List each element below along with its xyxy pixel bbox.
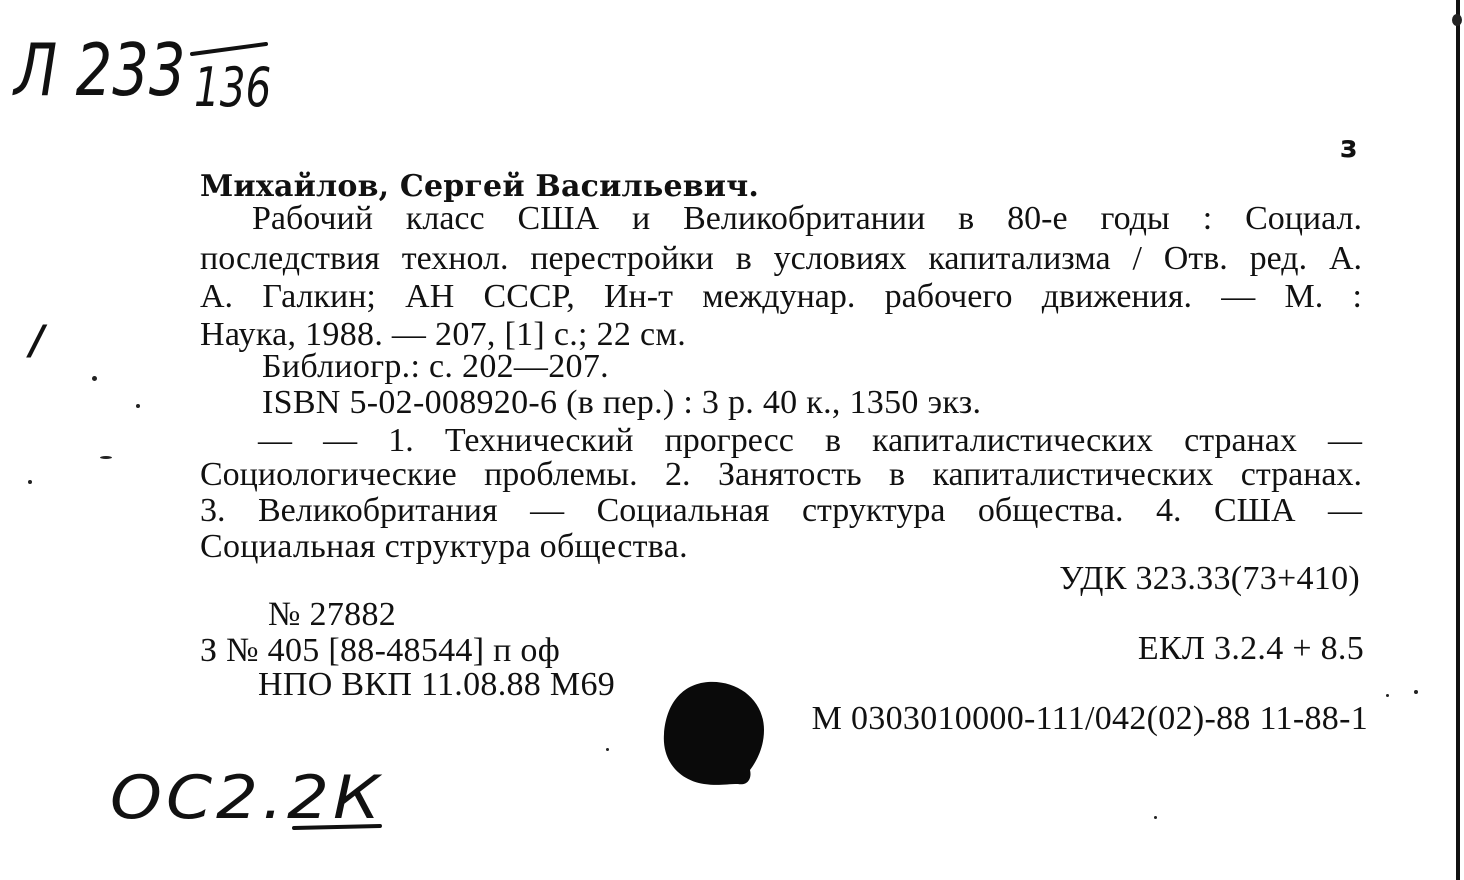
- body-line-2: [200, 240, 1362, 278]
- ink-speck: [92, 376, 97, 381]
- shelfmark-prefix: Л 233: [14, 28, 186, 112]
- card-number: № 27882: [268, 596, 397, 633]
- margin-mark: /: [30, 318, 45, 364]
- ink-speck: [100, 456, 112, 459]
- note-underline: [290, 816, 390, 836]
- ink-speck: [1414, 690, 1418, 694]
- body-text: последствия технол. перестройки в условиях капитализма / Отв. ред. А.: [200, 240, 1362, 277]
- body-text: Рабочий класс США и Великобритании в 80-е годы : Социал.: [252, 200, 1362, 237]
- corner-mark: з: [1340, 130, 1358, 165]
- body-line-1: [252, 200, 1362, 238]
- handwritten-note: ОС2.2К: [110, 762, 384, 833]
- subject-text: Социологические проблемы. 2. Занятость в капиталистических странах.: [200, 456, 1362, 493]
- ink-blot: [660, 678, 770, 790]
- handwritten-shelfmark: [14, 30, 186, 110]
- ink-speck: [136, 404, 140, 408]
- body-line-4: Наука, 1988. — 207, [1] с.; 22 см.: [200, 316, 687, 353]
- subject-line-2: [200, 456, 1362, 494]
- ink-speck: [1386, 694, 1389, 697]
- bibliography-note: Библиогр.: с. 202—207.: [262, 348, 609, 385]
- catalog-code: М 0303010000-111/042(02)-88 11-88-1: [811, 700, 1368, 737]
- subject-line-4: Социальная структура общества.: [200, 528, 688, 565]
- body-text: А. Галкин; АН СССР, Ин-т междунар. рабочего движения. — М. :: [200, 278, 1362, 315]
- ink-speck: [1154, 816, 1157, 819]
- ink-speck: [28, 480, 32, 484]
- author-heading: Михайлов, Сергей Васильевич.: [200, 169, 760, 204]
- subject-text: — — 1. Технический прогресс в капиталистических странах —: [258, 422, 1362, 459]
- ink-speck: [1452, 14, 1462, 26]
- ink-speck: [606, 748, 609, 751]
- subject-line-3: [200, 492, 1362, 530]
- ekl-code: ЕКЛ 3.2.4 + 8.5: [1137, 630, 1364, 667]
- subject-line-1: [258, 422, 1362, 460]
- body-line-3: [200, 278, 1362, 316]
- order-line: З № 405 [88-48544] п оф: [200, 632, 561, 669]
- udc-code: УДК 323.33(73+410): [1059, 560, 1360, 597]
- card-edge-shadow: [1456, 0, 1460, 880]
- shelfmark-fraction-bar: [190, 38, 270, 58]
- subject-text: 3. Великобритания — Социальная структура общества. 4. США —: [200, 492, 1362, 529]
- producer-line: НПО ВКП 11.08.88 М69: [258, 666, 616, 703]
- shelfmark-denominator: 136: [194, 56, 272, 119]
- isbn-line: ISBN 5-02-008920-6 (в пер.) : 3 р. 40 к., 1350 экз.: [262, 384, 982, 421]
